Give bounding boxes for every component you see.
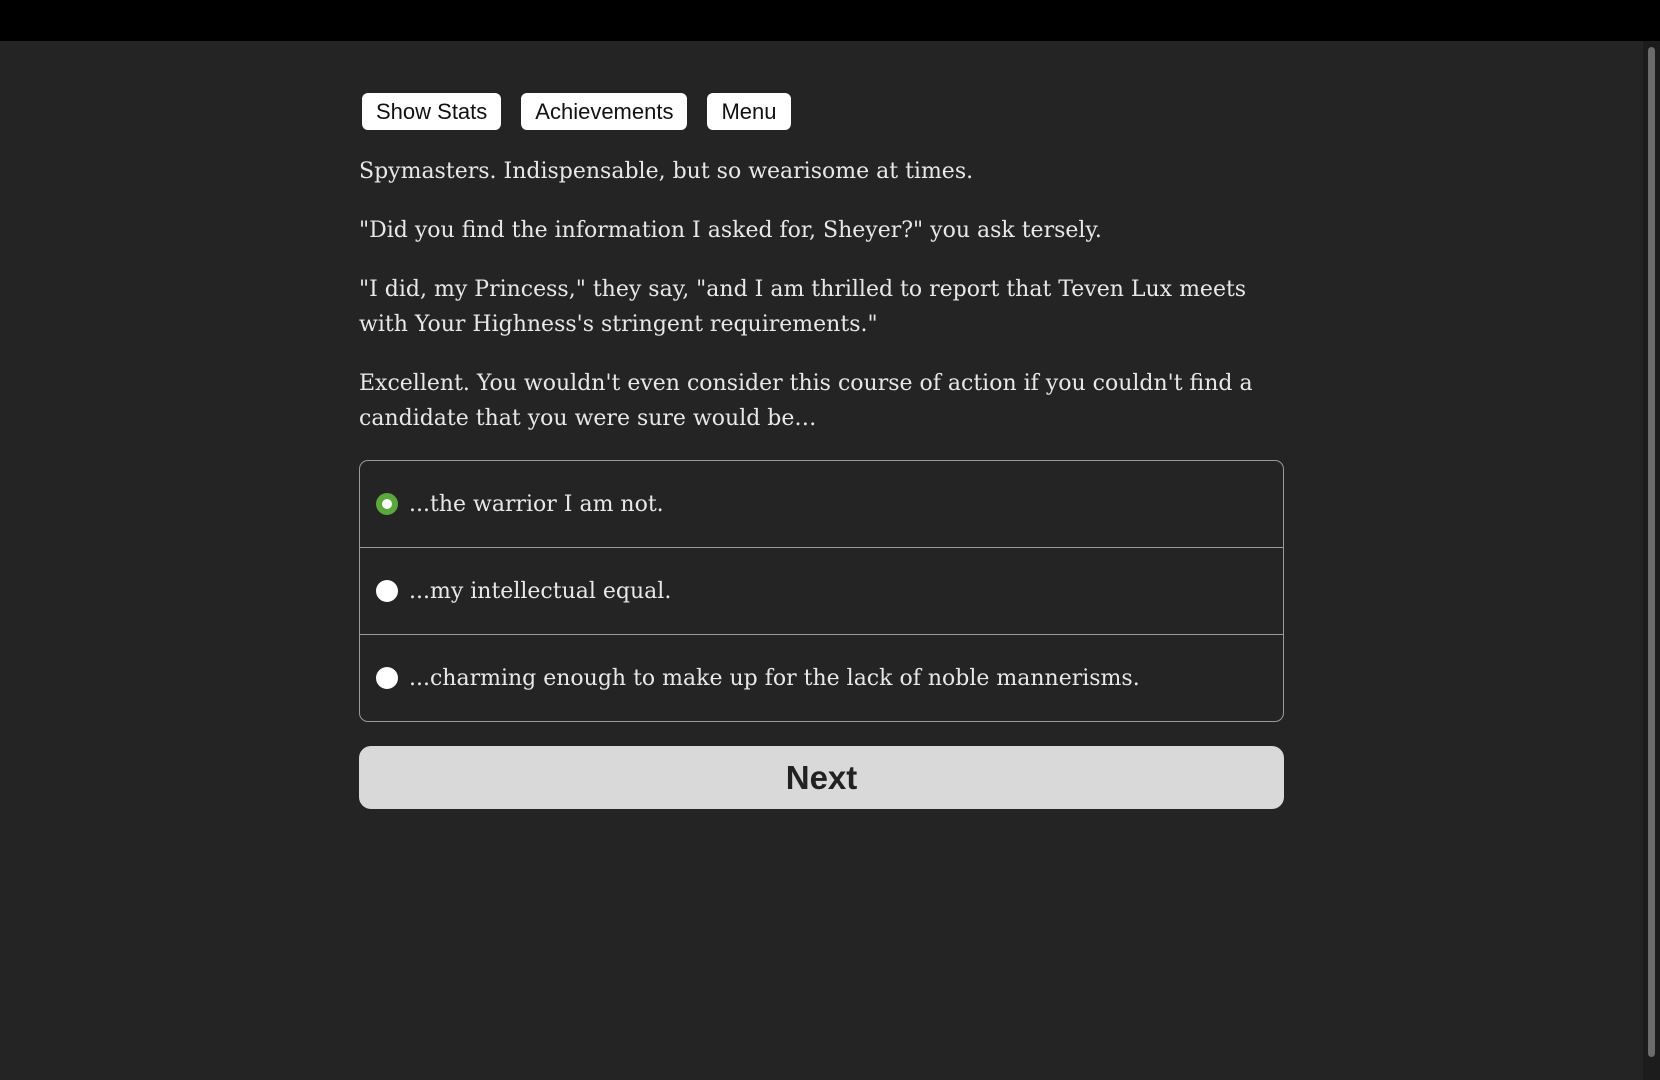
choice-label: ...charming enough to make up for the lack of noble mannerisms. (409, 665, 1140, 691)
radio-button[interactable] (376, 667, 398, 689)
show-stats-button[interactable]: Show Stats (362, 93, 501, 130)
main-content (359, 93, 1284, 809)
choice-option[interactable] (360, 461, 1283, 548)
radio-button[interactable] (376, 493, 398, 515)
menu-button[interactable]: Menu (707, 93, 790, 130)
story-paragraph: Spymasters. Indispensable, but so wearisome at times. (359, 159, 974, 184)
choice-option[interactable] (360, 548, 1283, 635)
toolbar (362, 93, 1284, 130)
story-paragraph: "I did, my Princess," they say, "and I am thrilled to report that Teven Lux meets with Your Highness's stringent requirements." (359, 277, 1247, 337)
story-paragraph: "Did you find the information I asked for, Sheyer?" you ask tersely. (359, 218, 1102, 243)
achievements-button[interactable]: Achievements (521, 93, 687, 130)
story-paragraph: Excellent. You wouldn't even consider this course of action if you couldn't find a candidate that you were sure would be… (359, 371, 1253, 431)
radio-button[interactable] (376, 580, 398, 602)
choice-label: ...the warrior I am not. (409, 491, 664, 517)
choice-label: ...my intellectual equal. (409, 578, 672, 604)
next-button[interactable]: Next (359, 746, 1284, 809)
choice-list (359, 460, 1284, 722)
scrollbar-thumb[interactable] (1648, 47, 1655, 1057)
story-text (359, 154, 1284, 436)
scrollbar[interactable] (1643, 41, 1660, 1080)
choice-option[interactable] (360, 635, 1283, 721)
window-top-bar (0, 0, 1660, 41)
